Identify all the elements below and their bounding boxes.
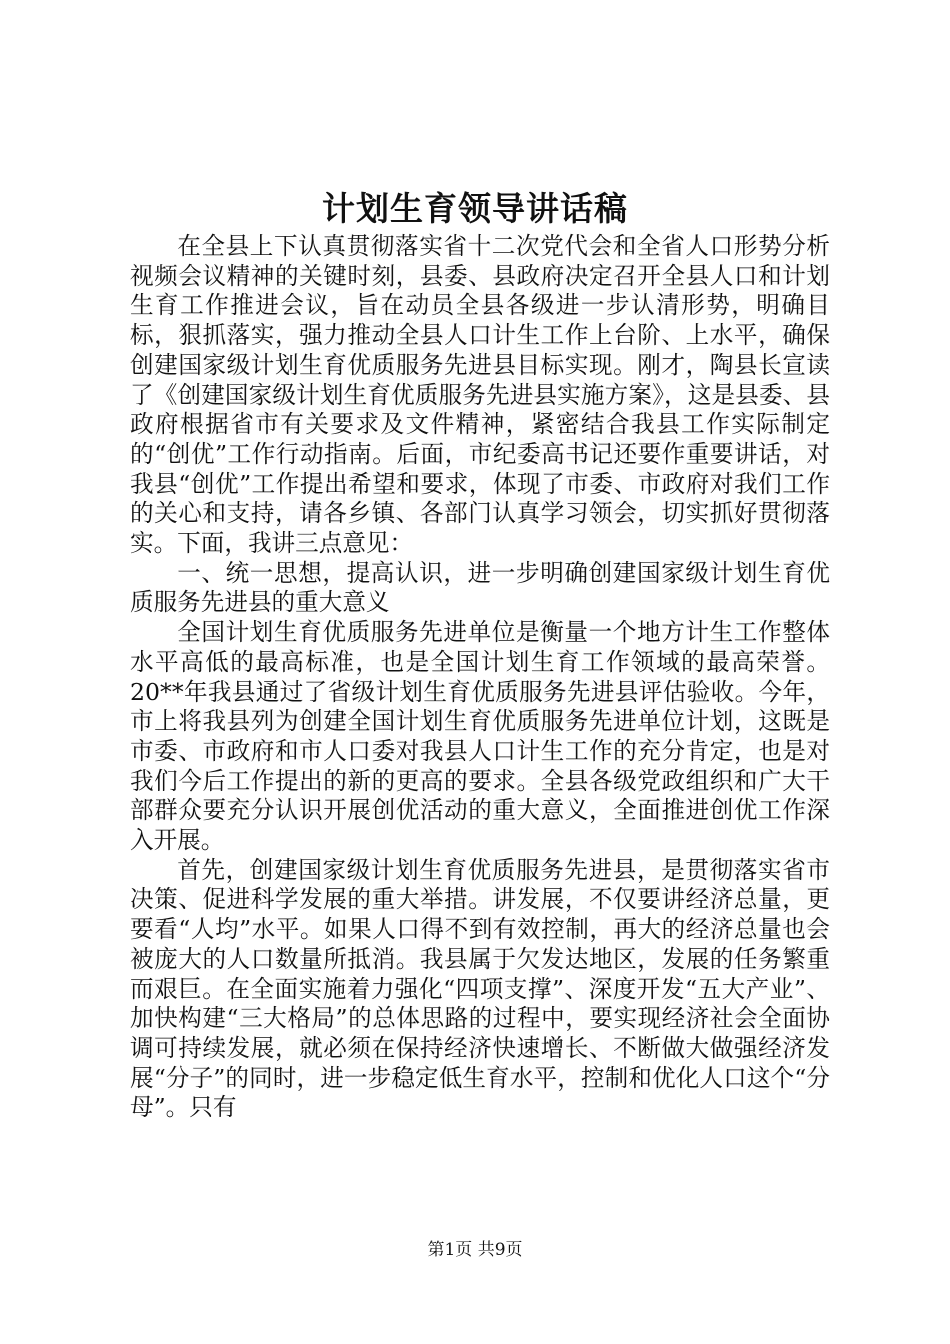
document-title: 计划生育领导讲话稿 — [322, 189, 628, 228]
paragraph-first-point: 首先，创建国家级计划生育优质服务先进县，是贯彻落实省市决策、促进科学发展的重大举措。讲发展，不仅要讲经济总量，更要看“人均”水平。如果人口得不到有效控制，再大的经济总量也会被庞大的人口数量所抵消。我县属于欠发达地区，发展的任务繁重而艰巨。在全面实施着力强化“四项支撑”、深度开发“五大产业”、加快构建“三大格局”的总体思路的过程中，要实现经济社会全面协调可持续发展，就必须在保持经济快速增长、不断做大做强经济发展“分子”的同时，进一步稳定低生育水平，控制和优化人口这个“分母”。只有 — [130, 855, 830, 1122]
paragraph-honor: 全国计划生育优质服务先进单位是衡量一个地方计生工作整体水平高低的最高标准，也是全国计划生育工作领域的最高荣誉。20**年我县通过了省级计划生育优质服务先进县评估验收。今年，市上将我县列为创建全国计划生育优质服务先进单位计划，这既是市委、市政府和市人口委对我县人口计生工作的充分肯定，也是对我们今后工作提出的新的更高的要求。全县各级党政组织和广大干部群众要充分认识开展创优活动的重大意义，全面推进创优工作深入开展。 — [130, 618, 830, 855]
page-number: 第1页 共9页 — [427, 1240, 523, 1260]
paragraph-section-heading: 一、统一思想，提高认识，进一步明确创建国家级计划生育优质服务先进县的重大意义 — [130, 558, 830, 617]
document-body — [130, 232, 830, 1123]
paragraph-intro: 在全县上下认真贯彻落实省十二次党代会和全省人口形势分析视频会议精神的关键时刻，县委、县政府决定召开全县人口和计划生育工作推进会议，旨在动员全县各级进一步认清形势，明确目标，狠抓落实，强力推动全县人口计生工作上台阶、上水平，确保创建国家级计划生育优质服务先进县目标实现。刚才，陶县长宣读了《创建国家级计划生育优质服务先进县实施方案》，这是县委、县政府根据省市有关要求及文件精神，紧密结合我县工作实际制定的“创优”工作行动指南。后面，市纪委高书记还要作重要讲话，对我县“创优”工作提出希望和要求，体现了市委、市政府对我们工作的关心和支持，请各乡镇、各部门认真学习领会，切实抓好贯彻落实。下面，我讲三点意见： — [130, 232, 830, 558]
